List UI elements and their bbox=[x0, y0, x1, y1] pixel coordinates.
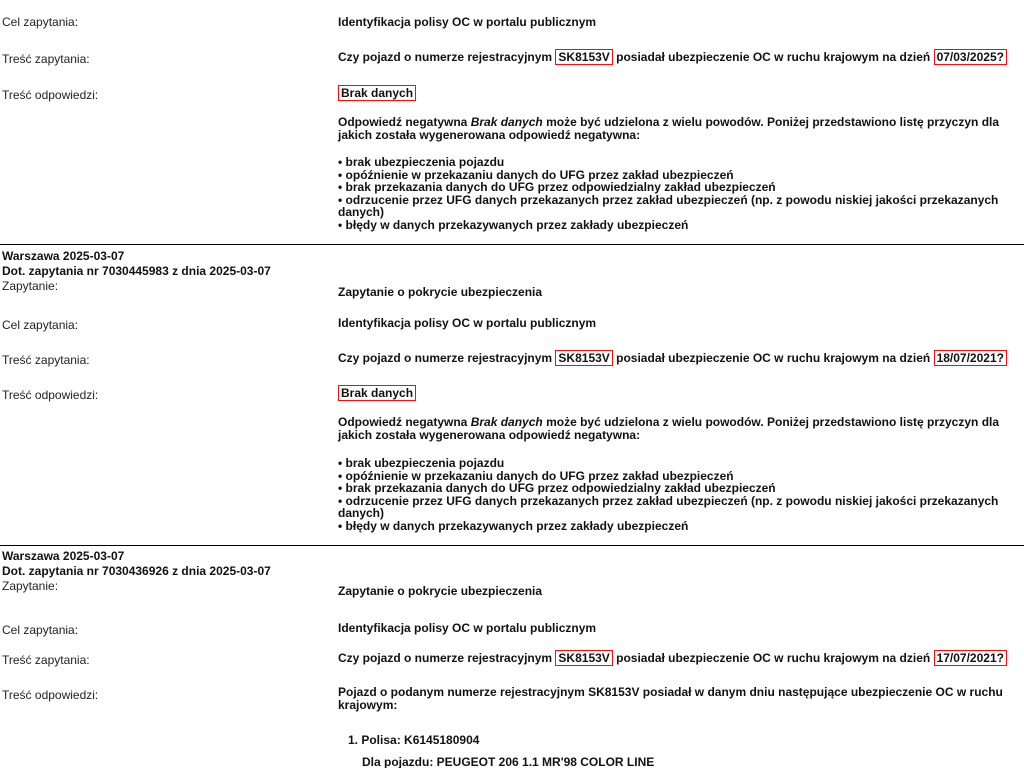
list-item: danych) bbox=[338, 506, 385, 520]
negative-explanation-1 bbox=[338, 116, 1022, 142]
neg-text: Odpowiedź negatywna bbox=[338, 415, 468, 429]
list-item: • błędy w danych przekazywanych przez zakłady ubezpieczeń bbox=[338, 217, 689, 232]
neg-text: jakich została wygenerowana odpowiedź negatywna: bbox=[338, 428, 641, 442]
cel-zapytania-value-1: Identyfikacja polisy OC w portalu publicznym bbox=[338, 15, 597, 29]
query-text-middle: posiadał ubezpieczenie OC w ruchu krajowym na dzień bbox=[616, 651, 931, 665]
label-tresc-odpowiedzi-1: Treść odpowiedzi: bbox=[2, 88, 99, 102]
tresc-zapytania-value-1 bbox=[338, 50, 1007, 64]
label-zapytanie-2: Zapytanie: bbox=[2, 279, 59, 293]
negative-explanation-2 bbox=[338, 416, 1022, 442]
plate-number-highlight: SK8153V bbox=[555, 49, 612, 65]
neg-text: może być udzielona z wielu powodów. Poniżej przedstawiono listę przyczyn dla bbox=[546, 115, 1000, 129]
reference-2: Dot. zapytania nr 7030445983 z dnia 2025-03-07 bbox=[2, 264, 271, 278]
list-item: • opóźnienie w przekazaniu danych do UFG przez zakład ubezpieczeń bbox=[338, 167, 734, 182]
answer-text: krajowym: bbox=[338, 698, 398, 712]
label-tresc-odpowiedzi-3: Treść odpowiedzi: bbox=[2, 688, 99, 702]
answer-text: Pojazd o podanym numerze rejestracyjnym SK8153V posiadał w danym dniu następujące ubezpieczenie OC w ruchu bbox=[338, 685, 1003, 699]
label-zapytanie-3: Zapytanie: bbox=[2, 579, 59, 593]
place-date-3: Warszawa 2025-03-07 bbox=[2, 549, 125, 563]
query-date-highlight: 18/07/2021? bbox=[934, 350, 1007, 366]
cel-zapytania-value-2: Identyfikacja polisy OC w portalu publicznym bbox=[338, 316, 597, 330]
answer-value-2 bbox=[338, 386, 416, 400]
query-date-highlight: 07/03/2025? bbox=[934, 49, 1007, 65]
query-date-highlight: 17/07/2021? bbox=[934, 650, 1007, 666]
list-item: • błędy w danych przekazywanych przez zakłady ubezpieczeń bbox=[338, 518, 689, 533]
answer-value-1 bbox=[338, 86, 416, 100]
list-item: • brak przekazania danych do UFG przez odpowiedzialny zakład ubezpieczeń bbox=[338, 180, 776, 194]
answer-value-3 bbox=[338, 686, 1022, 712]
label-cel-zapytania-1: Cel zapytania: bbox=[2, 15, 79, 29]
divider bbox=[0, 545, 1024, 546]
list-item: • brak ubezpieczenia pojazdu bbox=[338, 155, 505, 169]
label-cel-zapytania-3: Cel zapytania: bbox=[2, 623, 79, 637]
list-item: danych) bbox=[338, 205, 385, 219]
list-item: • odrzucenie przez UFG danych przekazanych przez zakład ubezpieczeń (np. z powodu niskiej jakości przekazanych bbox=[338, 192, 999, 207]
cel-zapytania-value-3: Identyfikacja polisy OC w portalu publicznym bbox=[338, 621, 597, 635]
list-item: • brak ubezpieczenia pojazdu bbox=[338, 456, 505, 470]
tresc-zapytania-value-2 bbox=[338, 351, 1007, 365]
list-item: • brak przekazania danych do UFG przez odpowiedzialny zakład ubezpieczeń bbox=[338, 481, 776, 495]
query-text-before: Czy pojazd o numerze rejestracyjnym bbox=[338, 351, 553, 365]
zapytanie-value-3: Zapytanie o pokrycie ubezpieczenia bbox=[338, 584, 543, 598]
neg-text: jakich została wygenerowana odpowiedź negatywna: bbox=[338, 128, 641, 142]
reference-3: Dot. zapytania nr 7030436926 z dnia 2025-03-07 bbox=[2, 564, 271, 578]
list-item: • opóźnienie w przekazaniu danych do UFG przez zakład ubezpieczeń bbox=[338, 468, 734, 483]
neg-emphasis: Brak danych bbox=[470, 415, 543, 429]
label-cel-zapytania-2: Cel zapytania: bbox=[2, 318, 79, 332]
neg-text: Odpowiedź negatywna bbox=[338, 115, 468, 129]
query-text-before: Czy pojazd o numerze rejestracyjnym bbox=[338, 651, 553, 665]
query-text-middle: posiadał ubezpieczenie OC w ruchu krajowym na dzień bbox=[616, 50, 931, 64]
plate-number-highlight: SK8153V bbox=[555, 350, 612, 366]
label-tresc-zapytania-3: Treść zapytania: bbox=[2, 653, 90, 667]
brak-danych-highlight: Brak danych bbox=[338, 385, 416, 401]
reason-list-2 bbox=[338, 457, 1022, 532]
divider bbox=[0, 244, 1024, 245]
query-text-middle: posiadał ubezpieczenie OC w ruchu krajowym na dzień bbox=[616, 351, 931, 365]
tresc-zapytania-value-3 bbox=[338, 651, 1007, 665]
brak-danych-highlight: Brak danych bbox=[338, 85, 416, 101]
neg-text: może być udzielona z wielu powodów. Poniżej przedstawiono listę przyczyn dla bbox=[546, 415, 1000, 429]
query-text-before: Czy pojazd o numerze rejestracyjnym bbox=[338, 50, 553, 64]
label-tresc-zapytania-1: Treść zapytania: bbox=[2, 52, 90, 66]
label-tresc-zapytania-2: Treść zapytania: bbox=[2, 353, 90, 367]
label-tresc-odpowiedzi-2: Treść odpowiedzi: bbox=[2, 388, 99, 402]
reason-list-1 bbox=[338, 156, 1022, 231]
place-date-2: Warszawa 2025-03-07 bbox=[2, 249, 125, 263]
zapytanie-value-2: Zapytanie o pokrycie ubezpieczenia bbox=[338, 285, 543, 299]
policy-number: 1. Polisa: K6145180904 bbox=[348, 733, 480, 747]
list-item: • odrzucenie przez UFG danych przekazanych przez zakład ubezpieczeń (np. z powodu niskiej jakości przekazanych bbox=[338, 493, 999, 508]
vehicle-description: Dla pojazdu: PEUGEOT 206 1.1 MR'98 COLOR LINE bbox=[362, 755, 655, 768]
plate-number-highlight: SK8153V bbox=[555, 650, 612, 666]
neg-emphasis: Brak danych bbox=[470, 115, 543, 129]
